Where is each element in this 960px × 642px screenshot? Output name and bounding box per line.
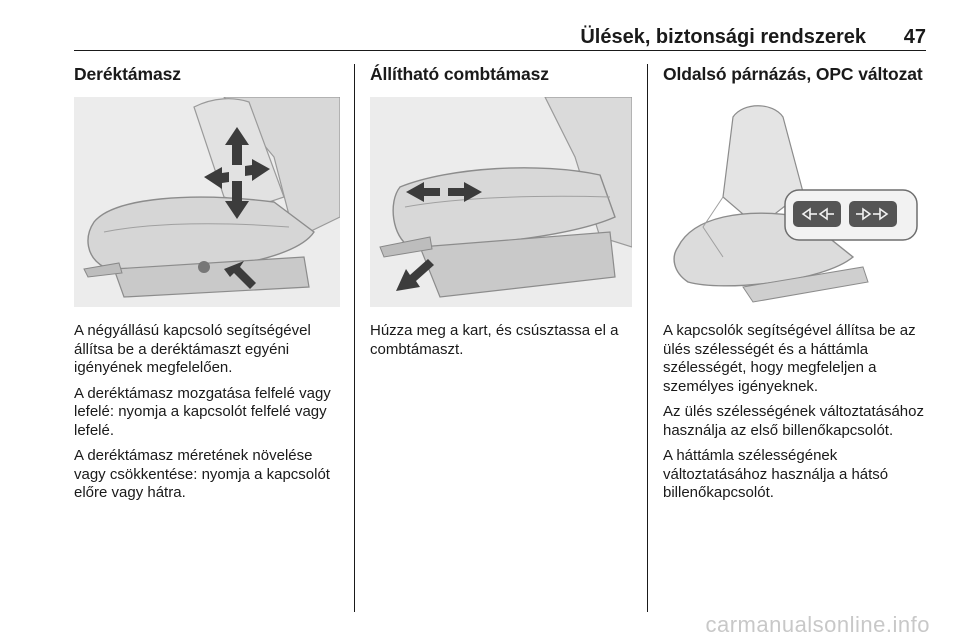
section-thigh-support	[370, 64, 638, 358]
section-body	[663, 322, 925, 510]
column-divider	[647, 64, 648, 612]
paragraph: A négyállású kapcsoló segítségével állítsa be a deréktámaszt egyéni igényének megfelelően.	[74, 322, 311, 376]
column-divider	[354, 64, 355, 612]
section-body	[370, 322, 638, 366]
paragraph: Húzza meg a kart, és csúsztassa el a combtámaszt.	[370, 322, 619, 358]
section-side-bolster	[663, 64, 925, 501]
paragraph: A deréktámasz mozgatása felfelé vagy lefelé: nyomja a kapcsolót felfelé vagy lefelé.	[74, 384, 331, 439]
header-title: Ülések, biztonsági rendszerek	[580, 26, 866, 48]
watermark: carmanualsonline.info	[705, 612, 930, 637]
section-lumbar-support	[74, 64, 344, 501]
paragraph: A háttámla szélességének változtatásához használja a hátsó billenőkapcsolót.	[663, 447, 889, 501]
section-heading: Oldalsó párnázás, OPC változat	[663, 64, 923, 84]
thigh-support-illustration	[370, 97, 632, 307]
page-number: 47	[903, 26, 926, 48]
section-heading: Állítható combtámasz	[370, 64, 549, 84]
lumbar-support-illustration	[74, 97, 340, 307]
paragraph: A deréktámasz méretének növelése vagy csökkentése: nyomja a kapcsolót előre vagy hátra.	[74, 447, 330, 501]
paragraph: Az ülés szélességének változtatásához használja az első billenőkapcsolót.	[663, 403, 924, 439]
paragraph: A kapcsolók segítségével állítsa be az ülés szélességét és a háttámla szélességét, hogy megfeleljen a személyes igényeknek.	[663, 322, 916, 395]
side-bolster-illustration	[663, 97, 925, 307]
section-heading: Deréktámasz	[74, 64, 181, 84]
section-body	[74, 322, 344, 510]
page-header	[74, 26, 926, 51]
